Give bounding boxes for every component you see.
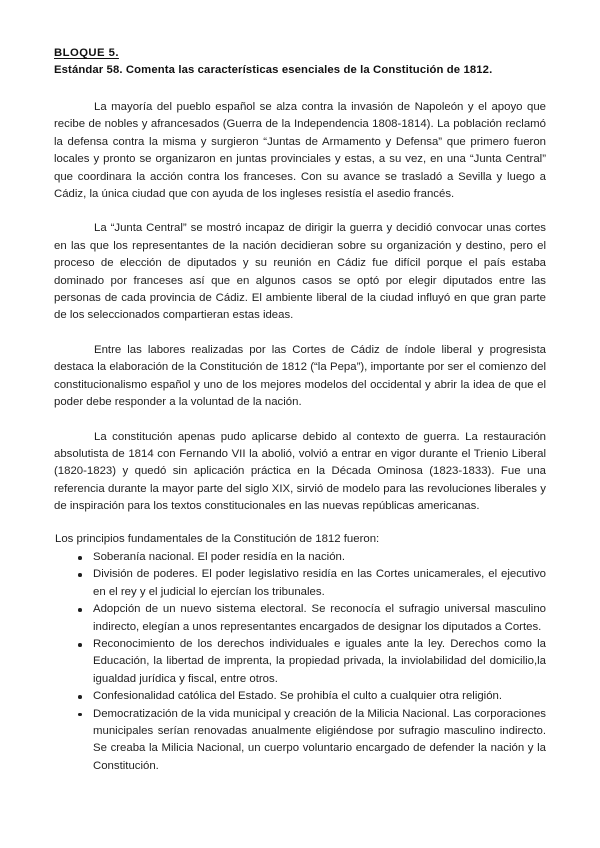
bullet-icon — [78, 556, 82, 560]
principles-list — [54, 549, 546, 775]
bullet-icon — [78, 608, 82, 612]
list-item-text: Reconocimiento de los derechos individuales e iguales ante la ley. Derechos como la Educación, la libertad de imprenta, la propiedad privada, la inviolabilidad del domicilio,la igualdad jurídica y fiscal, entre otros. — [93, 637, 546, 685]
list-item-text: Democratización de la vida municipal y creación de la Milicia Nacional. Las corporaciones municipales serían renovadas anualmente eligiéndose por sufragio masculino indirecto. Se creaba la Milicia Nacional, un cuerpo voluntario encargado de defender la nación y la Constitución. — [93, 707, 546, 772]
estandar-title: Estándar 58. Comenta las características esenciales de la Constitución de 1812. — [54, 64, 493, 76]
paragraph-3: Entre las labores realizadas por las Cortes de Cádiz de índole liberal y progresista destaca la elaboración de la Constitución de 1812 (“la Pepa”), importante por ser el comienzo del constitucionalismo español y uno de los mejores modelos del occidental y abrir la idea de que el poder debe responder a la voluntad de la nación. — [54, 343, 546, 409]
bloque-title: BLOQUE 5. — [54, 47, 119, 59]
bullet-icon — [78, 573, 82, 577]
list-item-text: Soberanía nacional. El poder residía en la nación. — [93, 550, 346, 563]
list-item — [54, 566, 546, 601]
list-item — [54, 636, 546, 688]
list-item — [54, 706, 546, 776]
bullet-icon — [78, 643, 82, 647]
list-item-text: División de poderes. El poder legislativo residía en las Cortes unicamerales, el ejecutivo en el rey y el judicial lo ejercían los tribunales. — [93, 568, 546, 598]
list-item-text: Confesionalidad católica del Estado. Se prohibía el culto a cualquier otra religión. — [93, 690, 503, 703]
document-body — [54, 46, 546, 775]
principles-intro: Los principios fundamentales de la Constitución de 1812 fueron: — [55, 532, 380, 545]
bullet-icon — [78, 695, 82, 699]
document-heading — [54, 46, 546, 79]
list-item — [54, 549, 546, 566]
list-item — [54, 601, 546, 636]
paragraph-1: La mayoría del pueblo español se alza contra la invasión de Napoleón y el apoyo que recibe de nobles y afrancesados (Guerra de la Independencia 1808-1814). La población reclamó la defensa contra la misma y surgieron “Juntas de Armamento y Defensa” que primero fueron locales y pronto se organizaron en juntas provinciales y estas, a su vez, en una “Junta Central” que coordinara la acción contra los franceses. Con su avance se trasladó a Sevilla y luego a Cádiz, la única ciudad que con ayuda de los ingleses resistía el asedio francés. — [54, 101, 546, 201]
bullet-icon — [78, 713, 82, 717]
paragraph-4: La constitución apenas pudo aplicarse debido al contexto de guerra. La restauración absolutista de 1814 con Fernando VII la abolió, volvió a entrar en vigor durante el Trienio Liberal (1820-1823) y quedó sin aplicación práctica en la Década Ominosa (1823-1833). Fue una referencia durante la mayor parte del siglo XIX, sirvió de modelo para las revoluciones liberales y de inspiración para los textos constitucionales en las nuevas repúblicas americanas. — [54, 430, 546, 513]
list-item-text: Adopción de un nuevo sistema electoral. Se reconocía el sufragio universal masculino indirecto, elegían a unos representantes encargados de designar los diputados a Cortes. — [93, 603, 546, 633]
list-item — [54, 688, 546, 705]
paragraph-2: La “Junta Central” se mostró incapaz de dirigir la guerra y decidió convocar unas cortes en las que los representantes de la nación decidieran sobre su organización y destino, pero el proceso de elección de diputados y su reunión en Cádiz fue difícil porque el país estaba dominado por franceses así que en algunos casos se optó por elegir diputados entre las personas de cada provincia de Cádiz. El ambiente liberal de la ciudad influyó en que gran parte de los seleccionados compartieran estas ideas. — [54, 222, 546, 322]
